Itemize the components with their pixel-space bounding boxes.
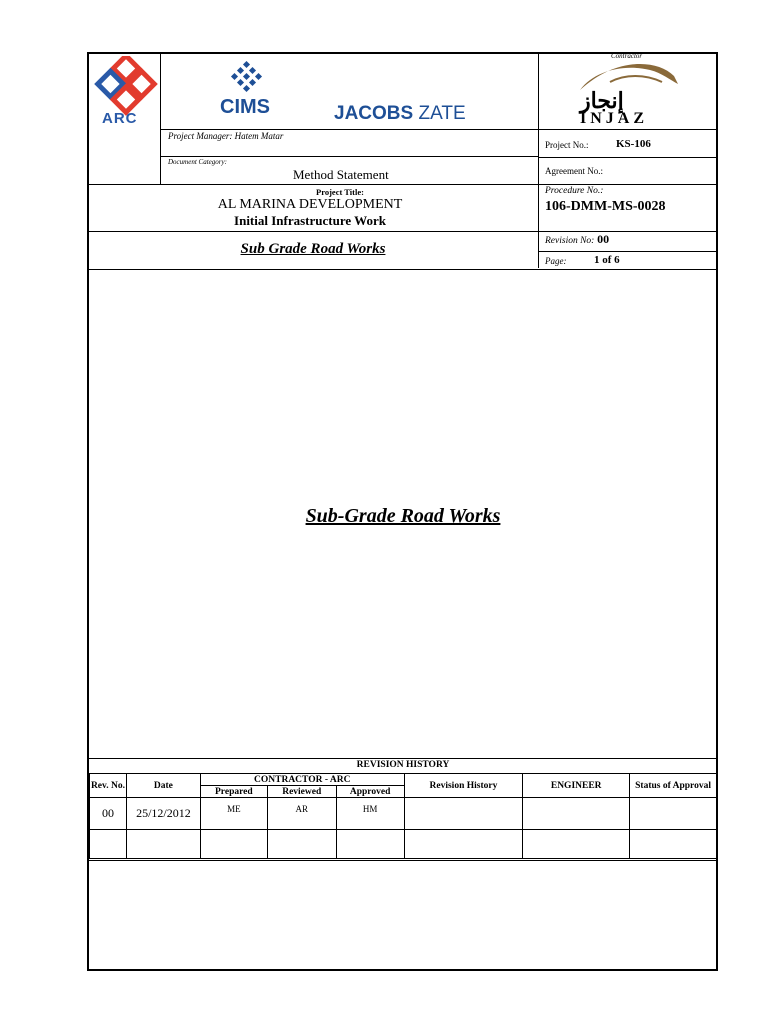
- reviewed-header: Reviewed: [267, 786, 336, 798]
- history-cell: [404, 798, 523, 830]
- page-label: Page:: [545, 256, 567, 266]
- injaz-logo: [570, 60, 690, 130]
- revision-history-header: Revision History: [404, 774, 523, 798]
- injaz-latin-text: INJAZ: [580, 110, 649, 127]
- main-title: Sub-Grade Road Works: [305, 505, 501, 527]
- injaz-arabic-text: إنجاز: [580, 88, 624, 113]
- page-value: 1 of 6: [594, 254, 620, 266]
- table-row: [90, 830, 717, 859]
- date-header: Date: [126, 774, 200, 798]
- reviewed-cell: [267, 830, 336, 859]
- divider: [538, 53, 539, 268]
- divider: [160, 53, 161, 184]
- divider: [538, 157, 718, 158]
- date-cell: [126, 830, 200, 859]
- divider: [88, 269, 718, 270]
- cims-logo: [216, 60, 280, 122]
- rev-cell: [90, 830, 127, 859]
- status-cell: [630, 798, 717, 830]
- revision-history-title: REVISION HISTORY: [356, 760, 450, 770]
- status-header: Status of Approval: [630, 774, 717, 798]
- revision-no-label: Revision No:: [545, 236, 595, 246]
- divider: [88, 231, 718, 232]
- cims-logo-text: CIMS: [220, 96, 270, 118]
- rev-cell: 00: [90, 798, 127, 830]
- jacobs-zate-logo: [334, 103, 466, 125]
- agreement-no-label: Agreement No.:: [545, 166, 603, 176]
- engineer-cell: [523, 830, 630, 859]
- project-manager-label: Project Manager:: [168, 131, 233, 141]
- divider: [88, 758, 718, 759]
- rev-no-header: Rev. No.: [90, 774, 127, 798]
- prepared-cell: ME: [200, 798, 267, 830]
- project-title-label: Project Title:: [316, 187, 364, 197]
- engineer-cell: [523, 798, 630, 830]
- project-title-line1: AL MARINA DEVELOPMENT: [217, 197, 403, 212]
- date-cell: 25/12/2012: [126, 798, 200, 830]
- revision-no-value: 00: [597, 232, 610, 246]
- subject-title: Sub Grade Road Works: [240, 241, 386, 257]
- jacobs-logo-text: JACOBS: [334, 103, 414, 124]
- divider: [88, 860, 718, 861]
- revision-history-table: [89, 773, 717, 859]
- divider: [88, 184, 718, 185]
- procedure-no-label: Procedure No.:: [545, 186, 604, 196]
- procedure-no-value: 106-DMM-MS-0028: [545, 199, 666, 214]
- history-cell: [404, 830, 523, 859]
- divider: [538, 251, 718, 252]
- prepared-cell: [200, 830, 267, 859]
- cims-logo-icon: [216, 60, 280, 98]
- project-no-label: Project No.:: [545, 140, 589, 150]
- project-no-value: KS-106: [616, 138, 651, 150]
- arc-logo-text: ARC: [102, 110, 138, 127]
- project-manager-name: Hatem Matar: [234, 131, 284, 141]
- zate-logo-text: ZATE: [418, 103, 466, 124]
- arc-logo: [92, 56, 160, 128]
- reviewed-cell: AR: [267, 798, 336, 830]
- status-cell: [630, 830, 717, 859]
- contractor-label: Contractor: [611, 52, 643, 60]
- revision-no: [545, 232, 609, 247]
- approved-cell: [336, 830, 404, 859]
- divider: [160, 156, 538, 157]
- project-title-line2: Initial Infrastructure Work: [234, 213, 386, 228]
- engineer-header: ENGINEER: [523, 774, 630, 798]
- approved-header: Approved: [336, 786, 404, 798]
- table-row: [90, 798, 717, 830]
- contractor-header: CONTRACTOR - ARC: [200, 774, 404, 786]
- approved-cell: HM: [336, 798, 404, 830]
- prepared-header: Prepared: [200, 786, 267, 798]
- document-category-value: Method Statement: [293, 167, 389, 182]
- document-category-label: Document Category:: [168, 158, 227, 166]
- project-manager: [168, 131, 283, 141]
